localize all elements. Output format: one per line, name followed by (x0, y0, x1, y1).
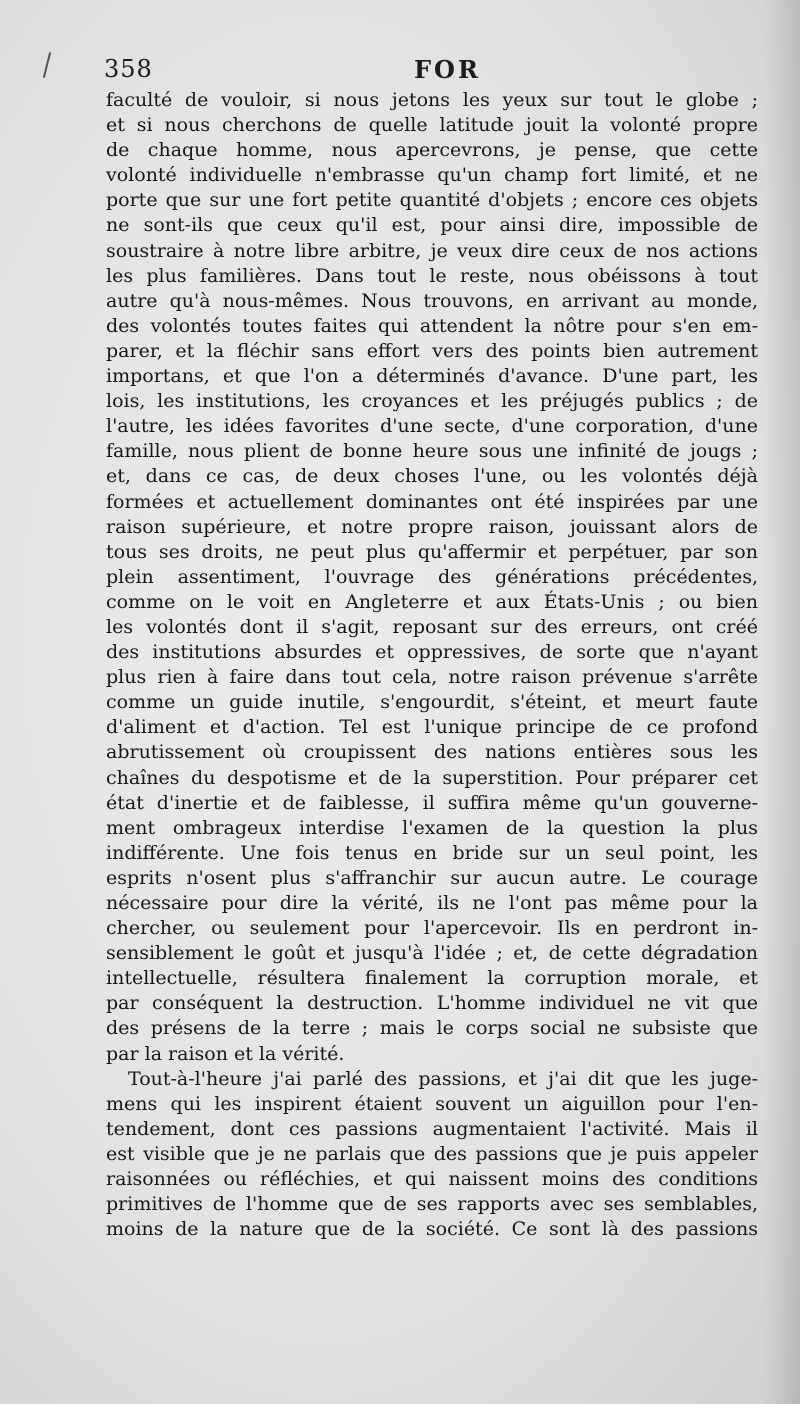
text-line: par conséquent la destruction. L'homme individuel ne vit que (106, 992, 758, 1015)
paragraph (106, 1067, 758, 1243)
text-line: par la raison et la vérité. (106, 1042, 345, 1065)
text-line: primitives de l'homme que de ses rapports avec ses semblables, (106, 1193, 758, 1216)
text-line: Tout-à-l'heure j'ai parlé des passions, et j'ai dit que les juge- (128, 1067, 758, 1090)
text-line: abrutissement où croupissent des nations entières sous les (106, 741, 758, 764)
text-line: faculté de vouloir, si nous jetons les yeux sur tout le globe ; (106, 89, 758, 111)
page-header (104, 55, 764, 91)
text-line: d'aliment et d'action. Tel est l'unique principe de ce profond (106, 716, 758, 739)
text-line: est visible que je ne parlais que des passions que je puis appeler (106, 1142, 758, 1165)
text-line: autre qu'à nous-mêmes. Nous trouvons, en arrivant au monde, (106, 289, 758, 312)
text-line: ne sont-ils que ceux qu'il est, pour ainsi dire, impossible de (106, 214, 758, 237)
text-line: intellectuelle, résultera finalement la corruption morale, et (106, 967, 758, 990)
text-line: raisonnées ou réfléchies, et qui naissent moins des conditions (106, 1168, 758, 1191)
paragraph (106, 88, 758, 1067)
text-line: tous ses droits, ne peut plus qu'affermir et perpétuer, par son (106, 540, 758, 563)
text-line: indifférente. Une fois tenus en bride sur un seul point, les (106, 841, 758, 864)
text-line: chaînes du despotisme et de la superstition. Pour préparer cet (106, 766, 758, 789)
text-line: ment ombrageux interdise l'examen de la question la plus (106, 816, 758, 839)
text-line: les plus familières. Dans tout le reste, nous obéissons à tout (106, 264, 758, 287)
text-line: lois, les institutions, les croyances et les préjugés publics ; de (106, 390, 758, 413)
page-number: 358 (104, 55, 153, 83)
text-line: tendement, dont ces passions augmentaient l'activité. Mais il (106, 1117, 758, 1140)
text-line: volonté individuelle n'embrasse qu'un champ fort limité, et ne (106, 164, 758, 187)
text-line: et si nous cherchons de quelle latitude jouit la volonté propre (106, 114, 758, 137)
body-text (106, 88, 758, 1242)
text-line: formées et actuellement dominantes ont été inspirées par une (106, 490, 758, 513)
text-line: des institutions absurdes et oppressives, de sorte que n'ayant (106, 641, 758, 664)
text-line: famille, nous plient de bonne heure sous une infinité de jougs ; (106, 440, 758, 463)
text-line: des présens de la terre ; mais le corps social ne subsiste que (106, 1017, 758, 1040)
text-line: plus rien à faire dans tout cela, notre raison prévenue s'arrête (106, 666, 758, 689)
text-line: chercher, ou seulement pour l'apercevoir. Ils en perdront in- (106, 917, 758, 940)
text-line: soustraire à notre libre arbitre, je veux dire ceux de nos actions (106, 239, 758, 262)
margin-mark (43, 52, 51, 78)
text-line: les volontés dont il s'agit, reposant sur des erreurs, ont créé (106, 615, 758, 638)
text-line: de chaque homme, nous apercevrons, je pense, que cette (106, 139, 758, 162)
text-line: l'autre, les idées favorites d'une secte, d'une corporation, d'une (106, 415, 758, 438)
text-line: porte que sur une fort petite quantité d'objets ; encore ces objets (106, 189, 758, 212)
text-line: sensiblement le goût et jusqu'à l'idée ; et, de cette dégradation (106, 942, 758, 965)
text-line: plein assentiment, l'ouvrage des générations précédentes, (106, 565, 758, 588)
page-edge-shadow (764, 0, 800, 1404)
text-line: des volontés toutes faites qui attendent la nôtre pour s'en em- (106, 314, 758, 337)
text-line: moins de la nature que de la société. Ce sont là des passions (106, 1218, 758, 1241)
text-line: mens qui les inspirent étaient souvent un aiguillon pour l'en- (106, 1092, 758, 1115)
text-line: esprits n'osent plus s'affranchir sur aucun autre. Le courage (106, 866, 758, 889)
text-line: parer, et la fléchir sans effort vers des points bien autrement (106, 339, 758, 362)
text-line: comme on le voit en Angleterre et aux États-Unis ; ou bien (106, 590, 758, 613)
text-line: nécessaire pour dire la vérité, ils ne l'ont pas même pour la (106, 892, 758, 914)
text-line: importans, et que l'on a déterminés d'avance. D'une part, les (106, 365, 758, 388)
text-line: raison supérieure, et notre propre raison, jouissant alors de (106, 515, 758, 538)
text-line: et, dans ce cas, de deux choses l'une, ou les volontés déjà (106, 465, 758, 488)
text-line: état d'inertie et de faiblesse, il suffira même qu'un gouverne- (106, 791, 758, 814)
text-line: comme un guide inutile, s'engourdit, s'éteint, et meurt faute (106, 691, 758, 714)
running-head: FOR (414, 55, 481, 84)
